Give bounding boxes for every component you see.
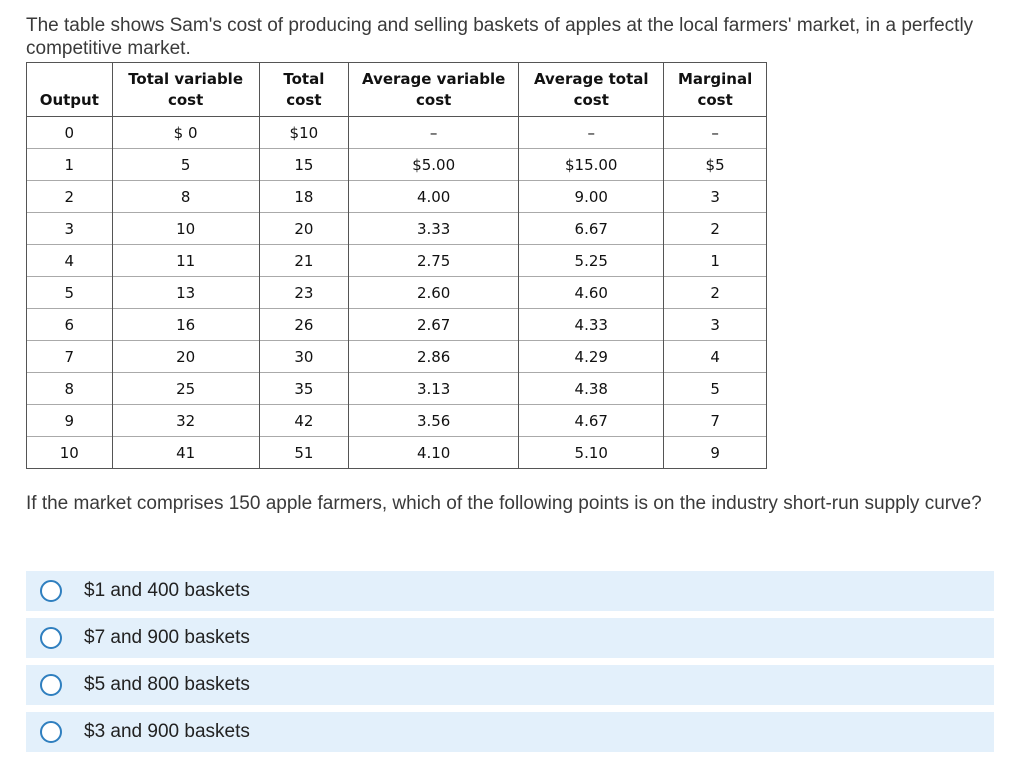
cell-total-variable-cost: 25: [112, 373, 259, 405]
table-header-row: [27, 63, 767, 117]
cell-total-variable-cost: $ 0: [112, 117, 259, 149]
cell-marginal-cost: 7: [664, 405, 767, 437]
option-2[interactable]: [26, 618, 994, 658]
intro-text: The table shows Sam's cost of producing and selling baskets of apples at the local farmers' market, in a perfectly competitive market.: [26, 15, 974, 59]
cell-output: 3: [27, 213, 113, 245]
cell-output: 8: [27, 373, 113, 405]
cell-output: 1: [27, 149, 113, 181]
header-average-total-cost-label: Average total cost: [533, 70, 649, 109]
cell-average-variable-cost: 2.86: [349, 341, 519, 373]
cell-marginal-cost: 5: [664, 373, 767, 405]
cell-marginal-cost: –: [664, 117, 767, 149]
header-marginal-cost: [664, 63, 767, 117]
cell-total-variable-cost: 8: [112, 181, 259, 213]
cell-average-variable-cost: 2.75: [349, 245, 519, 277]
cell-total-cost: 51: [259, 437, 348, 469]
cell-average-variable-cost: 2.60: [349, 277, 519, 309]
table-row: [27, 181, 767, 213]
cell-average-total-cost: 9.00: [519, 181, 664, 213]
cell-total-cost: 21: [259, 245, 348, 277]
header-output: Output: [27, 63, 113, 117]
cell-output: 10: [27, 437, 113, 469]
cell-marginal-cost: 3: [664, 181, 767, 213]
option-3[interactable]: [26, 665, 994, 705]
cell-average-total-cost: 4.67: [519, 405, 664, 437]
cell-marginal-cost: 2: [664, 277, 767, 309]
cell-total-variable-cost: 13: [112, 277, 259, 309]
table-body: [27, 117, 767, 469]
cell-total-cost: 26: [259, 309, 348, 341]
header-marginal-cost-label: Marginal cost: [677, 70, 753, 109]
option-1[interactable]: [26, 571, 994, 611]
option-label-4: $3 and 900 baskets: [84, 721, 250, 742]
cell-average-total-cost: 6.67: [519, 213, 664, 245]
cost-table: [26, 62, 767, 469]
table-row: [27, 245, 767, 277]
radio-button-2[interactable]: [40, 627, 62, 649]
cell-output: 5: [27, 277, 113, 309]
cell-marginal-cost: $5: [664, 149, 767, 181]
table-row: [27, 309, 767, 341]
table-row: [27, 117, 767, 149]
cell-total-cost: 20: [259, 213, 348, 245]
question-text: If the market comprises 150 apple farmers, which of the following points is on the industry short-run supply curve?: [26, 493, 982, 514]
cell-output: 0: [27, 117, 113, 149]
cell-average-total-cost: 4.29: [519, 341, 664, 373]
cell-average-total-cost: 4.33: [519, 309, 664, 341]
option-4[interactable]: [26, 712, 994, 752]
table-row: [27, 437, 767, 469]
cell-total-cost: 18: [259, 181, 348, 213]
table-row: [27, 373, 767, 405]
cell-marginal-cost: 1: [664, 245, 767, 277]
header-average-variable-cost-label: Average variable cost: [362, 70, 506, 109]
cell-total-cost: $10: [259, 117, 348, 149]
cell-output: 4: [27, 245, 113, 277]
table-row: [27, 405, 767, 437]
cell-average-variable-cost: 4.00: [349, 181, 519, 213]
header-total-cost: [259, 63, 348, 117]
table-row: [27, 213, 767, 245]
cell-output: 9: [27, 405, 113, 437]
cell-average-total-cost: 4.60: [519, 277, 664, 309]
cell-average-variable-cost: $5.00: [349, 149, 519, 181]
cell-total-variable-cost: 32: [112, 405, 259, 437]
cell-average-variable-cost: 4.10: [349, 437, 519, 469]
cell-average-total-cost: 5.25: [519, 245, 664, 277]
cell-marginal-cost: 3: [664, 309, 767, 341]
table-row: [27, 277, 767, 309]
cell-average-total-cost: 4.38: [519, 373, 664, 405]
header-average-variable-cost: [349, 63, 519, 117]
cell-average-variable-cost: 3.56: [349, 405, 519, 437]
option-label-3: $5 and 800 baskets: [84, 674, 250, 695]
cell-output: 6: [27, 309, 113, 341]
cell-total-variable-cost: 41: [112, 437, 259, 469]
cell-total-cost: 23: [259, 277, 348, 309]
cell-total-variable-cost: 5: [112, 149, 259, 181]
header-total-variable-cost-label: Total variable cost: [128, 70, 244, 109]
cell-total-variable-cost: 16: [112, 309, 259, 341]
option-label-1: $1 and 400 baskets: [84, 580, 250, 601]
cell-average-variable-cost: –: [349, 117, 519, 149]
cell-marginal-cost: 4: [664, 341, 767, 373]
radio-button-3[interactable]: [40, 674, 62, 696]
header-average-total-cost: [519, 63, 664, 117]
cell-average-total-cost: 5.10: [519, 437, 664, 469]
cell-marginal-cost: 9: [664, 437, 767, 469]
cell-total-cost: 30: [259, 341, 348, 373]
table-row: [27, 341, 767, 373]
table-row: [27, 149, 767, 181]
cell-total-variable-cost: 10: [112, 213, 259, 245]
cell-average-variable-cost: 3.13: [349, 373, 519, 405]
radio-button-4[interactable]: [40, 721, 62, 743]
cell-output: 2: [27, 181, 113, 213]
cell-total-variable-cost: 20: [112, 341, 259, 373]
cell-total-cost: 42: [259, 405, 348, 437]
header-total-variable-cost: [112, 63, 259, 117]
cell-marginal-cost: 2: [664, 213, 767, 245]
cell-average-total-cost: –: [519, 117, 664, 149]
cell-total-cost: 15: [259, 149, 348, 181]
cell-average-variable-cost: 3.33: [349, 213, 519, 245]
cell-average-total-cost: $15.00: [519, 149, 664, 181]
radio-button-1[interactable]: [40, 580, 62, 602]
answer-options: [26, 571, 994, 759]
option-label-2: $7 and 900 baskets: [84, 627, 250, 648]
cell-total-variable-cost: 11: [112, 245, 259, 277]
cell-total-cost: 35: [259, 373, 348, 405]
header-total-cost-label: Total cost: [283, 70, 325, 109]
cell-average-variable-cost: 2.67: [349, 309, 519, 341]
cell-output: 7: [27, 341, 113, 373]
